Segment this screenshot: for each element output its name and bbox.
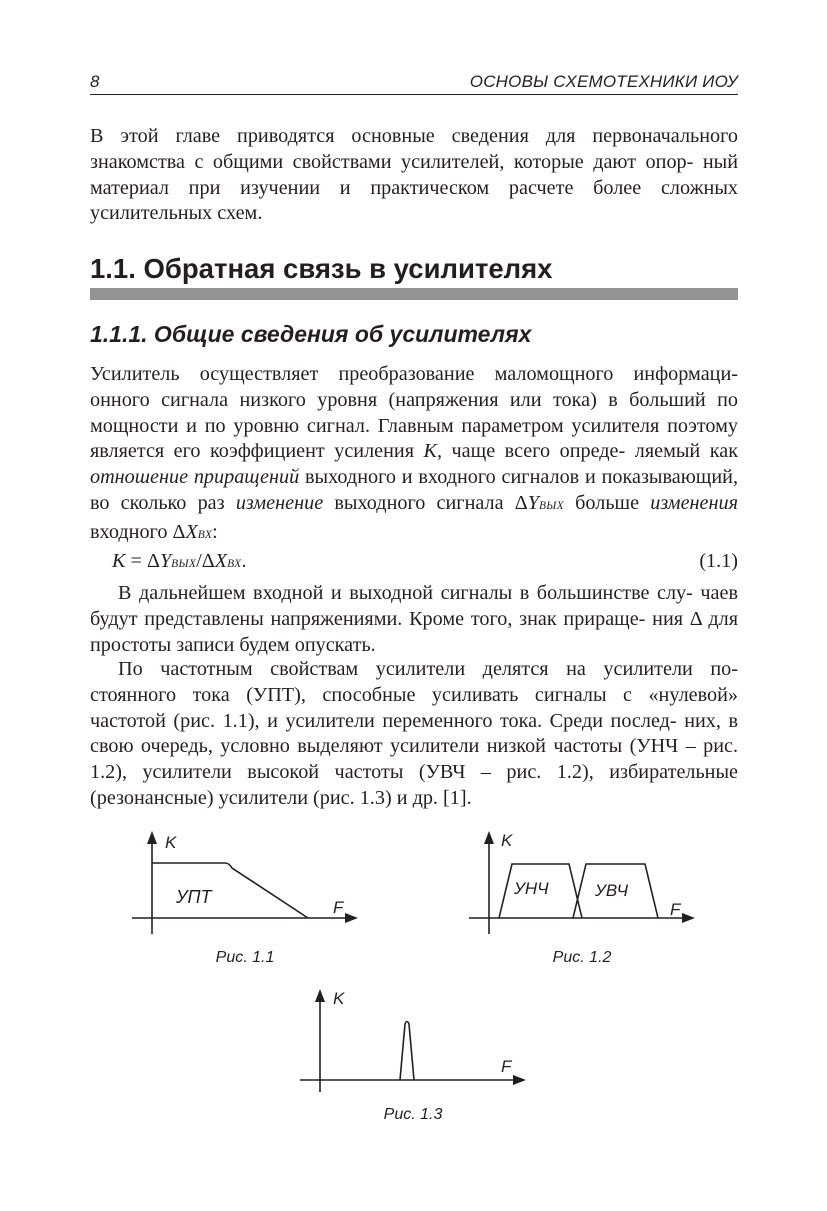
y-axis-label: K xyxy=(165,833,177,852)
page-number: 8 xyxy=(90,72,100,91)
text-line: избирательные (резонансные) усилители (рис. 1.3) и др. [1]. xyxy=(90,761,739,809)
formula-text: . xyxy=(241,550,247,572)
subscript: ВЫХ xyxy=(171,558,197,570)
formula-body xyxy=(112,550,247,572)
region-label-hf: УВЧ xyxy=(595,881,629,900)
intro-line: В этой главе приводятся основные сведения для первоначального xyxy=(90,125,738,147)
x-axis-arrow-icon xyxy=(682,913,695,923)
formula-text: /Δ xyxy=(196,550,215,572)
y-axis-arrow-icon xyxy=(147,831,157,844)
region-label-lf: УНЧ xyxy=(514,879,549,898)
intro-paragraph xyxy=(90,124,738,227)
formula-1-1 xyxy=(112,549,738,578)
text-run: Усилитель осуществляет преобразование маломощного информаци- xyxy=(90,363,738,385)
text-run: выходного и входного сигналов xyxy=(299,466,580,489)
variable-y: Y xyxy=(527,491,539,514)
figure-caption: Рис. 1.1 xyxy=(215,949,275,966)
text-run: , чаще всего опреде- xyxy=(436,440,626,463)
variable-x: X xyxy=(214,550,228,572)
text-line: них, в свою очередь, условно выделяют усилители низкой частоты xyxy=(90,709,739,758)
subscript: ВХ xyxy=(197,528,213,541)
text-line: ния Δ для простоты записи будем опускать. xyxy=(90,607,739,656)
x-axis-label: F xyxy=(501,1057,512,1076)
text-line: чаев будут представлены напряжениями. Кроме того, знак прираще- xyxy=(90,582,738,630)
y-axis-arrow-icon xyxy=(315,989,325,1002)
intro-line: знакомства с общими свойствами усилителей, которые дают опор- xyxy=(90,150,694,173)
x-axis-arrow-icon xyxy=(513,1075,526,1085)
y-axis-label: K xyxy=(501,831,513,850)
x-axis-label: F xyxy=(333,898,344,917)
voltage-note-paragraph xyxy=(90,581,738,658)
text-line: По частотным свойствам усилители делятся на усилители по- xyxy=(118,658,738,680)
text-run: выходного сигнала Δ xyxy=(323,491,528,514)
region-label-upt: УПТ xyxy=(176,887,212,907)
text-run: больше xyxy=(575,491,651,514)
figure-1-3-selective-amplifier xyxy=(296,984,531,1096)
running-header xyxy=(90,68,738,95)
figure-1-1-dc-amplifier xyxy=(128,826,363,938)
variable-x: X xyxy=(185,520,198,543)
variable-y: Y xyxy=(159,550,172,572)
text-run: и показывающий, во сколько раз xyxy=(90,466,738,514)
text-line: стоянного тока (УПТ), способные усиливать сигналы с «нулевой» xyxy=(90,683,738,706)
text-run: : xyxy=(212,520,218,543)
x-axis-arrow-icon xyxy=(345,913,358,923)
subscript: ВЫХ xyxy=(538,499,564,512)
intro-line: усилительных схем. xyxy=(90,202,263,225)
equation-number: (1.1) xyxy=(699,550,738,572)
amplifier-definition-paragraph xyxy=(90,362,738,549)
text-run: по мощности и по уровню сигнал. Главным параметром усилителя xyxy=(90,388,738,437)
running-title: ОСНОВЫ СХЕМОТЕХНИКИ ИОУ xyxy=(469,72,738,91)
figure-caption: Рис. 1.2 xyxy=(552,949,612,966)
variable-k: K xyxy=(423,440,437,463)
figure-caption: Рис. 1.3 xyxy=(383,1106,443,1123)
text-run: ляемый как xyxy=(634,440,738,463)
resonance-peak xyxy=(400,1022,414,1081)
emphasis-text: изменения xyxy=(650,491,738,514)
text-run: поэтому является его коэффициент усиления xyxy=(90,414,739,463)
text-line: (УНЧ – рис. 1.2), усилители высокой частоты (УВЧ – рис. 1.2), xyxy=(90,735,739,784)
y-axis-arrow-icon xyxy=(484,831,494,844)
emphasis-text: отношение приращений xyxy=(90,466,300,489)
chapter-rule xyxy=(90,288,738,300)
text-line: частотой (рис. 1.1), и усилители переменного тока. Среди послед- xyxy=(90,709,677,732)
intro-line: ный материал при изучении и практическом расчете более сложных xyxy=(90,150,739,199)
emphasis-text: изменение xyxy=(235,491,324,514)
text-line: В дальнейшем входной и выходной сигналы в большинстве слу- xyxy=(118,582,693,604)
frequency-classes-paragraph xyxy=(90,657,738,812)
y-axis-label: K xyxy=(333,989,345,1008)
text-run: онного сигнала низкого уровня (напряжения или тока) в больший xyxy=(90,388,706,411)
x-axis-label: F xyxy=(670,900,681,919)
text-run: входного Δ xyxy=(90,520,186,543)
chapter-title: 1.1. Обратная связь в усилителях xyxy=(90,253,553,284)
formula-text: = Δ xyxy=(125,550,160,572)
subscript: ВХ xyxy=(227,558,242,570)
section-title: 1.1.1. Общие сведения об усилителях xyxy=(90,321,532,347)
figure-1-2-lf-hf-amplifiers xyxy=(465,826,700,938)
variable-k: K xyxy=(112,550,126,572)
